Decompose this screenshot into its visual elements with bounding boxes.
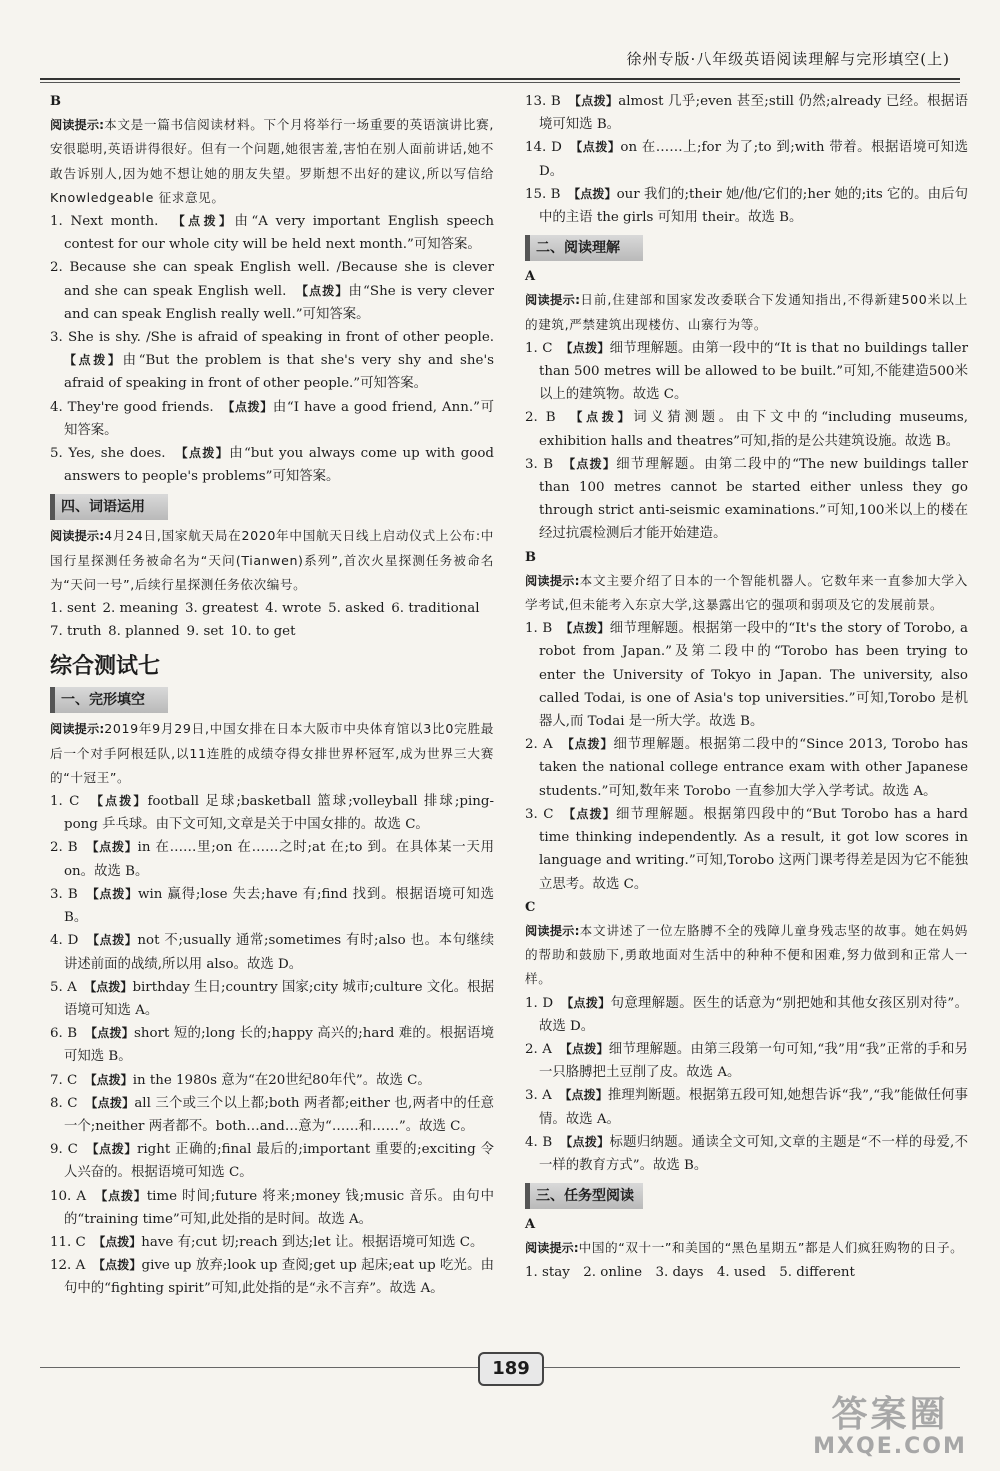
answer-key: 8. C bbox=[50, 1095, 92, 1111]
hint-tag: 【点拨】 bbox=[574, 186, 617, 201]
section-1-title: 一、完形填空 bbox=[50, 687, 168, 713]
hint-tag: 【点拨】 bbox=[101, 1188, 147, 1203]
answer-explanation: in 在……里;on 在……之时;at 在;to 到。在具体某一天用 on。故选 B。 bbox=[64, 840, 494, 879]
answer-explanation: 由“She is very clever and can speak English really well.”可知答案。 bbox=[64, 283, 494, 322]
hint-tag: 【点拨】 bbox=[92, 1142, 137, 1157]
answer-key: 2. B bbox=[50, 840, 93, 856]
hint-tag: 【点拨】 bbox=[567, 995, 611, 1010]
cloze-answers-continued bbox=[525, 90, 968, 229]
hint-tag: 【点拨】 bbox=[576, 410, 634, 425]
answer-item bbox=[525, 337, 968, 407]
answer-item bbox=[50, 1069, 494, 1092]
passage-a-answers bbox=[525, 337, 968, 546]
hint-tag: 【点拨】 bbox=[90, 979, 133, 994]
answer-key: 13. B bbox=[525, 94, 575, 109]
section-4-hint bbox=[50, 524, 494, 597]
hint-tag: 【点拨】 bbox=[569, 456, 617, 471]
hint-tag: 【点拨】 bbox=[97, 794, 148, 809]
hint-label: 阅读提示: bbox=[525, 923, 580, 938]
hint-tag: 【点拨】 bbox=[566, 621, 610, 636]
answer-explanation: 词义猜测题。由下文中的“including museums, exhibition halls and theatres”可知,指的是公共建筑设施。故选 B。 bbox=[539, 410, 968, 449]
answer-item bbox=[50, 326, 494, 396]
answer-explanation: 句意理解题。医生的话意为“别把她和其他女孩区别对待”。故选 D。 bbox=[539, 995, 968, 1034]
answer-explanation: almost 几乎;even 甚至;still 仍然;already 已经。根据语境可知选 B。 bbox=[539, 94, 968, 133]
hint-tag: 【点拨】 bbox=[99, 1258, 142, 1273]
answer-explanation: our 我们的;their 她/他/它们的;her 她的;its 它的。由后句中的主语 the girls 可知用 their。故选 B。 bbox=[539, 186, 968, 226]
answer-key: 14. D bbox=[525, 140, 577, 156]
right-column bbox=[525, 90, 968, 1284]
passage-a-hint bbox=[525, 288, 968, 336]
hint-text: 日前,住建部和国家发改委联合下发通知指出,不得新建500米以上的建筑,严禁建筑出现楼仿、山寨行为等。 bbox=[525, 292, 968, 332]
answer-explanation: 细节理解题。根据第一段中的“It's the story of Torobo, a robot from Japan.”及第二段中的“Torobo has been trying to enter the University of Tokyo in Japan. The university, also called Todai, is one of Asia's top universities.”可知,Torobo 是机器人,而 Todai 是一所大学。故选 B。 bbox=[539, 621, 968, 730]
hint-tag: 【点拨】 bbox=[228, 399, 273, 414]
answer-explanation: win 赢得;lose 失去;have 有;find 找到。根据语境可知选 B。 bbox=[64, 886, 494, 926]
answer-explanation: 由“I have a good friend, Ann.”可知答案。 bbox=[64, 399, 494, 438]
hint-tag: 【点拨】 bbox=[64, 353, 123, 368]
section-2-title: 二、阅读理解 bbox=[525, 235, 643, 261]
answer-item bbox=[525, 733, 968, 803]
hint-tag: 【点拨】 bbox=[566, 340, 610, 355]
answer-key: 3. A bbox=[525, 1088, 566, 1104]
answer-item bbox=[525, 803, 968, 896]
section-4-title: 四、词语运用 bbox=[50, 494, 168, 520]
answer-explanation: in the 1980s 意为“在20世纪80年代”。故选 C。 bbox=[132, 1072, 431, 1088]
passage-b-title: B bbox=[50, 94, 61, 109]
answer-explanation: all 三个或三个以上都;both 两者都;either 也,两者中的任意一个;neither 两者都不。both…and…意为“……和……”。故选 C。 bbox=[64, 1095, 494, 1134]
header-rule bbox=[40, 78, 960, 80]
answer-explanation: 推理判断题。根据第五段可知,她想告诉“我”,“我”能做任何事情。故选 A。 bbox=[539, 1088, 968, 1127]
answer-item bbox=[50, 1022, 494, 1068]
answer-key: 5. Yes, she does. bbox=[50, 446, 182, 462]
answer-item bbox=[525, 1084, 968, 1130]
answer-key: 1. B bbox=[525, 621, 567, 637]
answer-item bbox=[50, 256, 494, 326]
hint-label: 阅读提示: bbox=[50, 529, 105, 544]
answer-explanation: short 短的;long 长的;happy 高兴的;hard 难的。根据语境可知选 B。 bbox=[64, 1026, 495, 1065]
answer-key: 2. B bbox=[525, 410, 577, 426]
hint-text: 2019年9月29日,中国女排在日本大阪市中央体育馆以3比0完胜最后一个对手阿根廷队,以11连胜的成绩夺得女排世界杯冠军,成为世界三大赛的“十冠王”。 bbox=[50, 721, 495, 785]
task-a-answers: 1. stay 2. online 3. days 4. used 5. different bbox=[525, 1264, 855, 1280]
hint-tag: 【点拨】 bbox=[92, 886, 139, 901]
section-4-answers-line1: 1. sent 2. meaning 3. greatest 4. wrote 5. asked 6. traditional bbox=[50, 601, 480, 617]
answer-item bbox=[525, 617, 968, 733]
answer-item bbox=[50, 976, 494, 1022]
hint-tag: 【点拨】 bbox=[566, 1134, 610, 1149]
answer-key: 1. D bbox=[525, 995, 568, 1011]
answer-key: 4. They're good friends. bbox=[50, 399, 229, 415]
answer-key: 3. C bbox=[525, 806, 570, 822]
answer-item bbox=[50, 1231, 494, 1254]
answer-explanation: 细节理解题。根据第四段中的“But Torobo has a hard time thinking independently. As a result, it got low scores in language and writing.”可知,Torobo 这两门课考得差是因为它不能独立思考。故选 C。 bbox=[539, 806, 969, 892]
hint-text: 本文是一篇书信阅读材料。下个月将举行一场重要的英语演讲比赛,安很聪明,英语讲得很好。但有一个问题,她很害羞,害怕在别人面前讲话,她不敢告诉别人,因为她不想让她的朋友失望。罗斯想不出好的建议,所以写信给 Knowledgeable 征求意见。 bbox=[50, 117, 494, 205]
answer-explanation: 由“but you always come up with good answers to people's problems”可知答案。 bbox=[64, 446, 494, 485]
hint-tag: 【点拨】 bbox=[92, 933, 138, 948]
answer-key: 12. A bbox=[50, 1258, 99, 1274]
answer-key: 9. C bbox=[50, 1142, 93, 1158]
hint-text: 本文讲述了一位左胳膊不全的残障儿童身残志坚的故事。她在妈妈的帮助和鼓励下,勇敢地面对生活中的种种不便和困难,努力做到和正常人一样。 bbox=[525, 922, 969, 987]
hint-tag: 【点拨】 bbox=[574, 94, 619, 108]
answer-item bbox=[50, 442, 494, 488]
passage-c-hint bbox=[525, 919, 968, 992]
answer-key: 7. C bbox=[50, 1072, 91, 1088]
passage-b-answers bbox=[525, 617, 968, 895]
answer-key: 1. Next month. bbox=[50, 214, 179, 230]
answer-key: 2. Because she can speak English well. /Because she is clever and she can speak English well. bbox=[50, 260, 494, 299]
hint-tag: 【点拨】 bbox=[567, 737, 614, 752]
answer-explanation: football 足球;basketball 篮球;volleyball 排球;ping-pong 乒乓球。由下文可知,文章是关于中国女排的。故选 C。 bbox=[64, 794, 494, 833]
hint-tag: 【点拨】 bbox=[565, 1041, 609, 1056]
answer-explanation: 标题归纳题。通读全文可知,文章的主题是“不一样的母爱,不一样的教育方式”。故选 B。 bbox=[539, 1134, 968, 1173]
answer-explanation: 细节理解题。由第一段中的“It is that no buildings taller than 500 metres will be allowed to be built.”可知,不能建造500米以上的建筑物。故选 C。 bbox=[539, 340, 969, 403]
hint-tag: 【点拨】 bbox=[565, 1088, 608, 1103]
answer-item bbox=[50, 836, 494, 882]
hint-label: 阅读提示: bbox=[525, 573, 580, 588]
answer-item bbox=[50, 210, 494, 256]
answer-explanation: 由“A very important English speech contest for our whole city will be held next month.”可知答案。 bbox=[64, 214, 494, 253]
answer-item bbox=[525, 136, 968, 182]
passage-b-hint bbox=[50, 113, 494, 210]
passage-b-title: B bbox=[525, 549, 536, 565]
answer-explanation: 细节理解题。根据第二段中的“Since 2013, Torobo has taken the national college entrance exam with other Japanese students.”可知,数年来 Torobo 一直参加大学入学考试。故选 A。 bbox=[539, 737, 968, 799]
answer-key: 3. B bbox=[50, 886, 93, 902]
answer-item bbox=[525, 453, 968, 546]
answer-explanation: right 正确的;final 最后的;important 重要的;exciting 令人兴奋的。根据语境可知选 C。 bbox=[64, 1142, 494, 1181]
answer-item bbox=[525, 992, 968, 1038]
answer-item bbox=[50, 790, 494, 836]
answer-explanation: time 时间;future 将来;money 钱;music 音乐。由句中的“training time”可知,此处指的是时间。故选 A。 bbox=[64, 1188, 494, 1227]
answer-item bbox=[525, 183, 968, 229]
task-a-title: A bbox=[525, 1217, 536, 1233]
answer-key: 4. D bbox=[50, 933, 93, 949]
header-rule-thin bbox=[40, 82, 960, 83]
hint-tag: 【点拨】 bbox=[91, 1095, 135, 1110]
answer-explanation: 由“But the problem is that she's very shy and she's afraid of speaking in front of other people.”可知答案。 bbox=[64, 353, 494, 392]
page-number: 189 bbox=[478, 1352, 544, 1386]
answer-item bbox=[525, 1038, 968, 1084]
answer-key: 3. She is shy. /She is afraid of speaking in front of other people. bbox=[50, 330, 494, 346]
answer-item bbox=[50, 1185, 494, 1231]
hint-tag: 【点拨】 bbox=[90, 1072, 133, 1087]
answer-key: 15. B bbox=[525, 186, 575, 202]
watermark-site-text: MXQE.COM bbox=[813, 1434, 967, 1459]
hint-tag: 【点拨】 bbox=[569, 806, 616, 821]
page-header: 徐州专版·八年级英语阅读理解与完形填空(上) bbox=[626, 50, 950, 68]
answer-explanation: have 有;cut 切;reach 到达;let 让。根据语境可知选 C。 bbox=[141, 1234, 484, 1250]
answer-explanation: not 不;usually 通常;sometimes 有时;also 也。本句继续讲述前面的战绩,所以用 also。故选 D。 bbox=[64, 933, 494, 972]
answer-item bbox=[525, 90, 968, 136]
left-column bbox=[50, 90, 494, 1301]
hint-label: 阅读提示: bbox=[50, 722, 105, 737]
hint-tag: 【点拨】 bbox=[576, 140, 621, 155]
answer-key: 10. A bbox=[50, 1188, 102, 1204]
hint-text: 4月24日,国家航天局在2020年中国航天日线上启动仪式上公布:中国行星探测任务被命名为“天问(Tianwen)系列”,首次火星探测任务被命名为“天问一号”,后续行星探测任务依次编号。 bbox=[50, 528, 494, 592]
passage-b-answers bbox=[50, 210, 494, 488]
hint-label: 阅读提示: bbox=[525, 1241, 579, 1256]
hint-tag: 【点拨】 bbox=[181, 446, 230, 461]
hint-tag: 【点拨】 bbox=[91, 1026, 135, 1041]
test-7-title: 综合测试七 bbox=[50, 654, 161, 680]
passage-b-hint bbox=[525, 569, 968, 617]
answer-key: 5. A bbox=[50, 979, 91, 995]
hint-label: 阅读提示: bbox=[525, 293, 580, 308]
answer-key: 2. A bbox=[525, 737, 568, 753]
answer-item bbox=[50, 396, 494, 442]
answer-explanation: on 在……上;for 为了;to 到;with 带着。根据语境可知选 D。 bbox=[539, 140, 968, 179]
hint-tag: 【点拨】 bbox=[302, 283, 349, 298]
answer-item bbox=[50, 929, 494, 975]
answer-item bbox=[50, 1092, 494, 1138]
watermark-logo-text: 答案圈 bbox=[831, 1394, 949, 1435]
answer-item bbox=[525, 1131, 968, 1177]
hint-label: 阅读提示: bbox=[50, 118, 104, 133]
answer-item bbox=[50, 1138, 494, 1184]
watermark-logo bbox=[800, 1395, 980, 1465]
answer-key: 6. B bbox=[50, 1026, 92, 1042]
answer-explanation: birthday 生日;country 国家;city 城市;culture 文化。根据语境可知选 A。 bbox=[64, 979, 494, 1018]
hint-text: 本文主要介绍了日本的一个智能机器人。它数年来一直参加大学入学考试,但未能考入东京大学,这暴露出它的强项和弱项及它的发展前景。 bbox=[525, 572, 969, 613]
answer-key: 1. C bbox=[525, 340, 567, 356]
answer-key: 4. B bbox=[525, 1134, 567, 1150]
answer-item bbox=[50, 883, 494, 929]
hint-tag: 【点拨】 bbox=[178, 214, 235, 229]
answer-item bbox=[525, 406, 968, 452]
answer-explanation: 细节理解题。由第二段中的“The new buildings taller than 100 metres cannot be started either unless they go through strict anti-seismic examinations.”可知,100米以上的楼在经过抗震检测后才能开始建造。 bbox=[539, 456, 968, 542]
hint-tag: 【点拨】 bbox=[99, 1234, 142, 1249]
answer-explanation: give up 放弃;look up 查阅;get up 起床;eat up 吃光。由句中的“fighting spirit”可知,此处指的是“永不言弃”。故选 A。 bbox=[64, 1258, 494, 1297]
section-1-hint bbox=[50, 717, 494, 790]
answer-key: 11. C bbox=[50, 1234, 100, 1250]
section-3-title: 三、任务型阅读 bbox=[525, 1183, 643, 1209]
answer-key: 2. A bbox=[525, 1041, 566, 1057]
section-4-answers-line2: 7. truth 8. planned 9. set 10. to get bbox=[50, 624, 296, 640]
passage-a-title: A bbox=[525, 269, 536, 285]
section-1-answers bbox=[50, 790, 494, 1300]
answer-explanation: 细节理解题。由第三段第一句可知,“我”用“我”正常的手和另一只胳膊把土豆削了皮。故选 A。 bbox=[539, 1041, 969, 1081]
task-a-hint bbox=[525, 1236, 968, 1260]
passage-c-answers bbox=[525, 992, 968, 1178]
hint-tag: 【点拨】 bbox=[92, 840, 138, 855]
answer-key: 3. B bbox=[525, 456, 570, 472]
answer-key: 1. C bbox=[50, 794, 97, 810]
hint-text: 中国的“双十一”和美国的“黑色星期五”都是人们疯狂购物的日子。 bbox=[578, 1240, 964, 1256]
passage-c-title: C bbox=[525, 899, 536, 915]
answer-item bbox=[50, 1254, 494, 1300]
